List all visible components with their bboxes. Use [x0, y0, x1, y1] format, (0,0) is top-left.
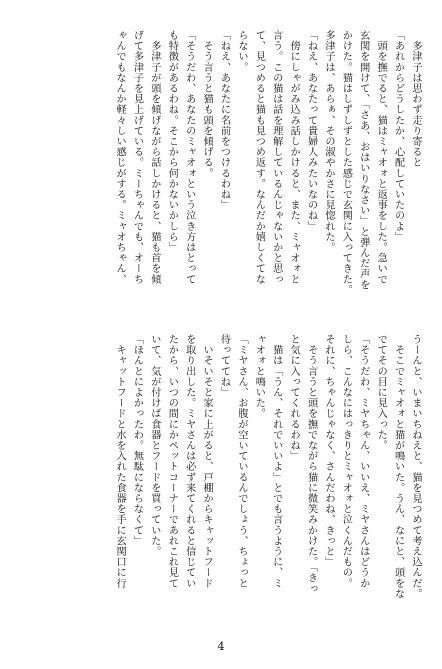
text-column: 多津子は思わず走り寄ると	[410, 30, 421, 168]
text-column: でてその目に見入った。	[375, 334, 387, 451]
text-column: と気に入ってくれるわね」	[288, 334, 300, 462]
text-column: 傍にしゃがみ込み話しかけると、また、ミャオォと	[288, 30, 300, 285]
text-column: 頭を撫でると、猫はミャオォと返事をした。急いで	[375, 30, 387, 285]
text-column: 玄関を開けて、「さあ、おはいりなさい」と弾んだ声を	[357, 30, 369, 290]
text-column: ャオォと鳴いた。	[253, 334, 265, 419]
text-column: らない。	[235, 30, 247, 73]
text-column: 多津子が頭を傾げながら話しかけると、猫も首を傾	[148, 30, 160, 285]
text-column: ゃんでもなんか軽々しい感じがする。ミャオちゃん、	[114, 30, 126, 285]
text-column: 猫は「うん、それでいいよ」とでも言うように、ミ	[270, 334, 282, 589]
text-column: 「そうだわ、ミヤちゃん、いいえ、ミヤさんはどうか	[357, 334, 369, 589]
text-column: いて、気が付けば食器とフードを買っていた。	[148, 334, 160, 557]
top-text-block	[24, 30, 424, 312]
text-column: げて多津子を見上げている。ミーちゃんでも、オーち	[131, 30, 143, 285]
text-column: しら、こんなにはっきりとミャオォと泣くんだもの。	[340, 334, 352, 589]
text-column: 「ねえ、あなたに名前をつけるわね」	[218, 30, 230, 211]
text-column: そう言うと猫も頭を傾げる。	[201, 30, 213, 179]
text-column: 「そうだわ、あなたのミャオォという泣き方はとって	[183, 30, 195, 285]
text-column: 「あれからどうしたか、心配していたのよ」	[392, 30, 404, 242]
text-column: そう言うと頭を撫でながら猫に微笑みかけた。「きっ	[305, 334, 317, 594]
text-column: 待っててね」	[218, 334, 230, 398]
text-column: キャットフードと水を入れた食器を手に玄関口に行	[114, 334, 126, 589]
text-column: うーんと、いまいちねえと、猫を見つめて考え込んだ。	[410, 334, 421, 599]
text-column: も特徴があるわね。そこから何かないかしら」	[166, 30, 178, 253]
text-column: それに、ちゃんじゃなく、さんだわね、きっと」	[322, 334, 334, 568]
text-column: たから、いつの間にかペットコーナーであれこれ見て	[166, 334, 178, 589]
text-column: 言う。この猫は話を理解しているんじゃないかと思っ	[270, 30, 282, 285]
text-column: を取り出した。ミヤさんは必ず来てくれると信じてい	[183, 334, 195, 589]
text-column: 「ミヤさん、お腹が空いているんでしょう、ちょっと	[235, 334, 247, 589]
text-column: 「ほんとによかったわ。無駄にならなくて」	[131, 334, 143, 546]
text-column: て、見つめると猫も見つめ返す。なんだか嬉しくてな	[253, 30, 265, 285]
text-column: かけた。猫はしずしずとした感じで玄関に入ってきた。	[340, 30, 352, 295]
text-column: 多津子は、あらぁ、その淑やかさに見惚れた。	[322, 30, 334, 253]
page-number: 4	[217, 640, 225, 653]
bottom-text-block	[24, 334, 424, 616]
text-column: そこでミャオォと猫が鳴いた。うん、なにと、頭をな	[392, 334, 404, 599]
text-column: 「ねえ、あなたって貴婦人みたいなのね」	[305, 30, 317, 232]
text-column: いそいそと家に上がると、戸棚からキャットフード	[201, 334, 213, 589]
